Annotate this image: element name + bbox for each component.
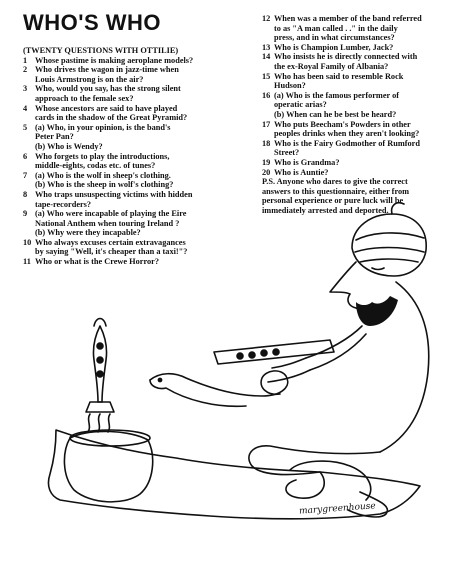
- question-text: Who or what is the Crewe Horror?: [35, 257, 159, 267]
- question-number: 11: [23, 257, 31, 267]
- question-text: Who has been said to resemble Rock: [274, 71, 404, 81]
- question-text: Who is Auntie?: [274, 167, 329, 177]
- question-number: 18: [262, 138, 271, 148]
- question-text: (a) Who were incapable of playing the Eire: [35, 209, 187, 219]
- question-text: the ex-Royal Family of Albania?: [274, 61, 389, 71]
- turban: [352, 214, 426, 276]
- artist-signature: marygreenhouse: [298, 501, 377, 517]
- question-text: Who forgets to play the introductions,: [35, 151, 170, 161]
- question-text: peoples drinks when they aren't looking?: [274, 129, 420, 139]
- question-text: press, and in what circumstances?: [274, 33, 395, 43]
- question-number: 7: [23, 170, 28, 180]
- question-text: (b) When can he be best be heard?: [274, 109, 397, 119]
- question-text: operatic arias?: [274, 100, 327, 110]
- question-number: 17: [262, 119, 271, 129]
- question-number: 2: [23, 65, 28, 75]
- question-text: Who is Champion Lumber, Jack?: [274, 42, 394, 52]
- postscript-line: answers to this questionnaire, either from: [262, 186, 410, 196]
- snake: [150, 371, 288, 396]
- question-text: by saying "Well, it's cheaper than a taxi!"?: [35, 247, 188, 257]
- question-number: 5: [23, 122, 28, 132]
- question-number: 8: [23, 189, 28, 199]
- question-text: Who is Grandma?: [274, 157, 340, 167]
- question-number: 15: [262, 71, 271, 81]
- question-number: 6: [23, 151, 28, 161]
- page-title: WHO'S WHO: [23, 10, 162, 35]
- question-text: (b) Who is Wendy?: [35, 141, 103, 151]
- question-text: (a) Who is the wolf in sheep's clothing.: [35, 170, 171, 180]
- question-text: to as "A man called . ." in the daily: [274, 23, 398, 33]
- question-text: (a) Who, in your opinion, is the band's: [35, 122, 171, 132]
- question-text: Peter Pan?: [35, 132, 74, 142]
- question-text: Street?: [274, 148, 300, 158]
- question-number: 4: [23, 103, 28, 113]
- postscript-line: P.S. Anyone who dares to give the correct: [262, 177, 408, 187]
- question-number: 14: [262, 52, 271, 62]
- question-text: Who traps unsuspecting victims with hidden: [35, 189, 193, 199]
- question-number: 12: [262, 14, 271, 23]
- question-text: Whose pastime is making aeroplane models?: [35, 55, 194, 65]
- question-number: 3: [23, 84, 28, 94]
- question-text: Whose ancestors are said to have played: [35, 103, 178, 113]
- question-number: 16: [262, 90, 271, 100]
- question-text: Who always excuses certain extravagances: [35, 237, 186, 247]
- question-number: 19: [262, 157, 271, 167]
- question-text: tape-recorders?: [35, 199, 92, 209]
- question-text: Louis Armstrong is on the air?: [35, 74, 144, 84]
- question-text: approach to the female sex?: [35, 93, 134, 103]
- question-text: National Anthem when touring Ireland ?: [35, 218, 180, 228]
- question-text: Who drives the wagon in jazz-time when: [35, 65, 179, 75]
- question-number: 9: [23, 209, 28, 219]
- question-text: Hudson?: [274, 81, 306, 91]
- question-number: 20: [262, 167, 271, 177]
- question-text: Who puts Beecham's Powders in other: [274, 119, 411, 129]
- beard: [356, 296, 398, 326]
- question-text: Who is the Fairy Godmother of Rumford: [274, 138, 420, 148]
- subtitle: (TWENTY QUESTIONS WITH OTTILIE): [23, 46, 179, 55]
- legs: [249, 446, 380, 475]
- question-text: (a) Who is the famous performer of: [274, 90, 400, 100]
- question-text: When was a member of the band referred: [274, 14, 422, 23]
- question-number: 13: [262, 42, 271, 52]
- postscript-line: immediately arrested and deported.: [262, 205, 389, 215]
- question-text: Who insists he is directly connected with: [274, 52, 418, 62]
- question-text: middle-eights, codas etc. of tunes?: [35, 161, 156, 171]
- lamp: [93, 326, 106, 402]
- question-number: 1: [23, 55, 28, 65]
- postscript-line: personal experience or pure luck will be: [262, 196, 404, 206]
- question-text: cards in the shadow of the Great Pyramid?: [35, 113, 188, 123]
- question-number: 10: [23, 237, 32, 247]
- question-text: (b) Why were they incapable?: [35, 228, 141, 238]
- question-text: Who, would you say, has the strong silent: [35, 84, 181, 94]
- question-text: (b) Who is the sheep in wolf's clothing?: [35, 180, 174, 190]
